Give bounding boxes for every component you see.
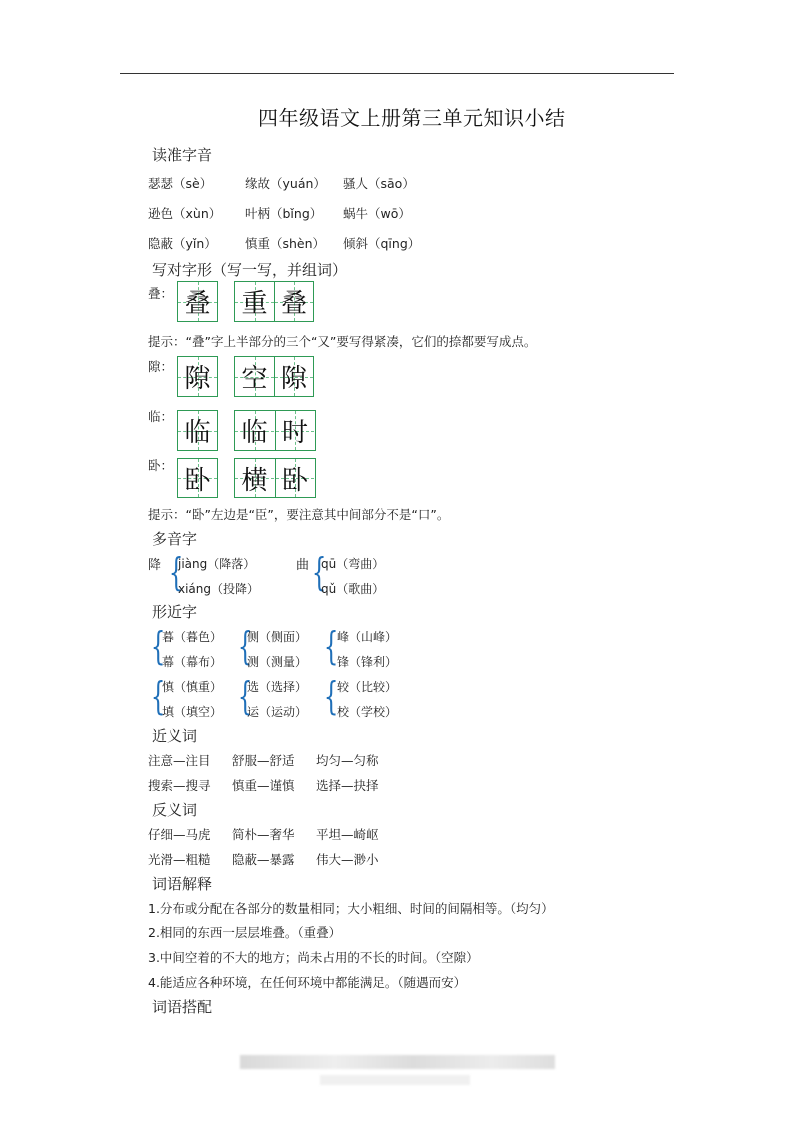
tianzige-single <box>177 458 218 498</box>
practice-char: 卧 <box>184 465 211 496</box>
explanation-item: 4.能适应各种环境，在任何环境中都能满足。（随遇而安） <box>148 975 467 990</box>
similar-char: 锋（锋利） <box>337 655 398 669</box>
pinyin-item: 逊色（xùn） <box>148 206 222 221</box>
brace-icon: { <box>237 674 253 718</box>
brace-icon: { <box>323 674 339 718</box>
pinyin-item: 倾斜（qīng） <box>343 236 421 251</box>
polyphone-char: 曲 <box>296 558 310 573</box>
practice-char: 叠 <box>280 289 307 319</box>
tianzige-pair <box>234 410 316 451</box>
char-label: 隙： <box>148 359 174 374</box>
practice-char: 临 <box>241 418 268 448</box>
section-read-pronunciation: 读准字音 <box>152 146 213 164</box>
polyphone-reading: xiáng（投降） <box>178 582 260 596</box>
similar-char: 慎（慎重） <box>162 680 223 694</box>
char-label: 临： <box>148 409 174 424</box>
antonym-pair: 光滑—粗糙 <box>148 852 211 867</box>
synonym-pair: 慎重—谨慎 <box>232 778 295 793</box>
antonym-pair: 隐蔽—暴露 <box>232 852 295 867</box>
pinyin-item: 慎重（shèn） <box>245 236 326 251</box>
practice-char: 时 <box>281 418 308 448</box>
polyphone-char: 降 <box>148 558 162 573</box>
brace-icon: { <box>323 624 339 668</box>
similar-char: 幕（幕布） <box>162 655 223 669</box>
char-label: 叠： <box>148 286 174 301</box>
antonym-pair: 伟大—渺小 <box>316 852 379 867</box>
practice-char: 卧 <box>281 465 308 496</box>
blurred-footer <box>320 1075 470 1085</box>
polyphone-reading: jiàng（降落） <box>178 557 256 571</box>
antonym-pair: 仔细—马虎 <box>148 827 211 842</box>
practice-char: 临 <box>184 418 211 448</box>
pinyin-item: 瑟瑟（sè） <box>148 176 213 191</box>
tianzige-single <box>177 410 218 451</box>
similar-char: 峰（山峰） <box>337 630 398 644</box>
synonym-pair: 舒服—舒适 <box>232 753 295 768</box>
tianzige-pair <box>234 281 314 322</box>
tianzige-pair <box>234 356 314 397</box>
section-polyphone: 多音字 <box>152 530 198 548</box>
page-title: 四年级语文上册第三单元知识小结 <box>258 106 566 130</box>
practice-char: 叠 <box>184 289 211 319</box>
tianzige-pair <box>234 458 316 498</box>
explanation-item: 3.中间空着的不大的地方；尚未占用的不长的时间。（空隙） <box>148 950 479 965</box>
tianzige-single <box>177 356 218 397</box>
polyphone-reading: qū（弯曲） <box>321 557 385 571</box>
synonym-pair: 搜索—搜寻 <box>148 778 211 793</box>
brace-icon: { <box>150 674 166 718</box>
section-antonyms: 反义词 <box>152 801 198 819</box>
practice-char: 隙 <box>184 364 211 394</box>
similar-char: 测（测量） <box>247 655 308 669</box>
pinyin-item: 缘故（yuán） <box>245 176 326 191</box>
brace-icon: { <box>150 624 166 668</box>
similar-char: 暮（暮色） <box>162 630 223 644</box>
section-synonyms: 近义词 <box>152 727 198 745</box>
practice-char: 重 <box>241 289 268 319</box>
antonym-pair: 平坦—崎岖 <box>316 827 379 842</box>
pinyin-item: 叶柄（bǐng） <box>245 206 323 221</box>
practice-char: 空 <box>241 364 268 394</box>
explanation-item: 2.相同的东西一层层堆叠。（重叠） <box>148 925 342 940</box>
practice-char: 横 <box>241 465 268 496</box>
explanation-item: 1.分布或分配在各部分的数量相同；大小粗细、时间的间隔相等。（均匀） <box>148 901 554 916</box>
pinyin-item: 蜗牛（wō） <box>343 206 411 221</box>
brace-icon: { <box>168 550 184 594</box>
synonym-pair: 注意—注目 <box>148 753 211 768</box>
pinyin-item: 骚人（sāo） <box>343 176 415 191</box>
pinyin-item: 隐蔽（yǐn） <box>148 236 217 251</box>
practice-char: 隙 <box>280 364 307 394</box>
similar-char: 侧（侧面） <box>247 630 308 644</box>
tianzige-single <box>177 281 218 322</box>
section-write-characters: 写对字形（写一写，并组词） <box>152 261 348 279</box>
brace-icon: { <box>311 550 327 594</box>
char-label: 卧： <box>148 458 174 473</box>
antonym-pair: 简朴—奢华 <box>232 827 295 842</box>
similar-char: 校（学校） <box>337 705 398 719</box>
header-rule <box>120 73 674 74</box>
synonym-pair: 均匀—匀称 <box>316 753 379 768</box>
similar-char: 选（选择） <box>247 680 308 694</box>
blurred-footer <box>240 1055 555 1069</box>
tip-text: 提示：“叠”字上半部分的三个“又”要写得紧凑，它们的捺都要写成点。 <box>148 334 537 349</box>
section-similar-chars: 形近字 <box>152 603 198 621</box>
section-word-collocation: 词语搭配 <box>152 998 213 1016</box>
synonym-pair: 选择—抉择 <box>316 778 379 793</box>
similar-char: 填（填空） <box>162 705 223 719</box>
similar-char: 运（运动） <box>247 705 308 719</box>
brace-icon: { <box>237 624 253 668</box>
tip-text: 提示：“卧”左边是“臣”，要注意其中间部分不是“口”。 <box>148 507 450 522</box>
polyphone-reading: qǔ（歌曲） <box>321 582 385 596</box>
similar-char: 较（比较） <box>337 680 398 694</box>
section-word-explanations: 词语解释 <box>152 875 213 893</box>
